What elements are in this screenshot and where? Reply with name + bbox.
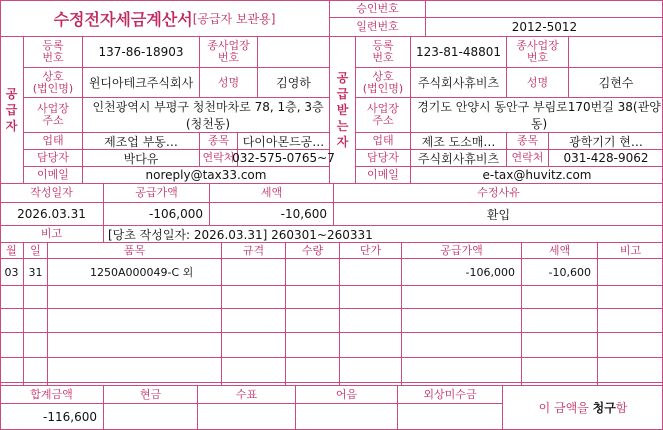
supplier-email-label: 이메일 — [24, 167, 83, 184]
date-label: 작성일자 — [0, 184, 104, 203]
items-header-cell: 단가 — [340, 243, 402, 259]
supplier-item-value: 다이아몬드공… — [238, 133, 330, 150]
items-cell — [48, 309, 222, 333]
totals-credit-value — [398, 404, 503, 430]
items-cell — [222, 309, 286, 333]
items-header-cell: 품목 — [48, 243, 222, 259]
items-cell: -106,000 — [402, 259, 522, 286]
supplier-address-label: 사업장 주소 — [24, 98, 83, 133]
claim-prefix: 이 금액을 — [538, 401, 589, 415]
items-cell — [598, 333, 663, 358]
buyer-ceo-value: 김현수 — [569, 68, 663, 98]
items-cell — [340, 309, 402, 333]
items-cell — [522, 333, 598, 358]
buyer-address-label: 사업장 주소 — [356, 98, 411, 133]
supplier-branch-no-value — [258, 37, 330, 68]
section-char: 받 — [336, 103, 349, 117]
items-cell — [48, 333, 222, 358]
items-cell — [286, 259, 340, 286]
buyer-company-label: 상호 (법인명) — [356, 68, 411, 98]
items-cell — [598, 259, 663, 286]
claim-statement — [503, 386, 663, 430]
supplier-manager-value: 박다유 — [83, 150, 200, 167]
items-cell — [598, 286, 663, 309]
items-cell — [48, 286, 222, 309]
items-cell — [0, 286, 24, 309]
buyer-reg-no-label: 등록 번호 — [356, 37, 411, 68]
items-header-cell: 일 — [24, 243, 48, 259]
buyer-email-value: e-tax@huvitz.com — [411, 167, 663, 184]
supplier-address-value: 인천광역시 부평구 청천마차로 78, 1층, 3층(청천동) — [83, 98, 330, 133]
section-char: 자 — [336, 135, 349, 149]
supply-total-label: 공급가액 — [104, 184, 210, 203]
items-cell — [402, 333, 522, 358]
section-char: 급 — [336, 87, 349, 101]
totals-cash-value — [104, 404, 198, 430]
title-copy-type: [공급자 보관용] — [192, 11, 276, 26]
buyer-branch-no-label: 종사업장 번호 — [507, 37, 569, 68]
supplier-reg-no-value: 137-86-18903 — [83, 37, 200, 68]
supplier-company-value: 윈디아테크주식회사 — [83, 68, 200, 98]
supplier-reg-no-label: 등록 번호 — [24, 37, 83, 68]
items-cell — [402, 286, 522, 309]
totals-total-label: 합계금액 — [0, 386, 104, 404]
buyer-business-value: 제조 도소매… — [411, 133, 507, 150]
items-cell — [402, 309, 522, 333]
totals-total-value: -116,600 — [0, 404, 104, 430]
note-value: [당초 작성일자: 2026.03.31] 260301~260331 — [104, 226, 663, 243]
buyer-contact-value: 031-428-9062 — [549, 150, 663, 167]
items-cell — [24, 333, 48, 358]
section-char: 자 — [5, 119, 18, 133]
buyer-section — [330, 37, 356, 184]
serial-no-label: 일련번호 — [330, 18, 426, 37]
supplier-manager-label: 담당자 — [24, 150, 83, 167]
items-cell — [598, 309, 663, 333]
claim-suffix: 함 — [615, 401, 628, 415]
supplier-contact-value: 032-575-0765~7 — [232, 151, 335, 165]
totals-bill-label: 어음 — [296, 386, 398, 404]
supplier-contact-label: 연락처 — [200, 150, 238, 167]
items-cell — [286, 358, 340, 383]
supplier-email-value: noreply@tax33.com — [83, 167, 330, 184]
items-cell — [24, 309, 48, 333]
invoice-title — [0, 0, 330, 37]
supplier-branch-no-label: 종사업장 번호 — [200, 37, 258, 68]
totals-check-label: 수표 — [198, 386, 296, 404]
items-header-cell: 비고 — [598, 243, 663, 259]
tax-total-label: 세액 — [210, 184, 334, 203]
supplier-business-value: 제조업 부동… — [83, 133, 200, 150]
totals-credit-label: 외상미수금 — [398, 386, 503, 404]
tax-total-value: -10,600 — [210, 203, 334, 226]
totals-cash-label: 현금 — [104, 386, 198, 404]
items-cell — [402, 358, 522, 383]
buyer-address-value: 경기도 안양시 동안구 부림로170번길 38(관양동) — [411, 98, 663, 133]
items-cell — [522, 286, 598, 309]
supplier-ceo-value: 김영하 — [258, 68, 330, 98]
reason-label: 수정사유 — [334, 184, 663, 203]
buyer-email-label: 이메일 — [356, 167, 411, 184]
note-label: 비고 — [0, 226, 104, 243]
supplier-company-label: 상호 (법인명) — [24, 68, 83, 98]
items-header-cell: 규격 — [222, 243, 286, 259]
items-cell — [286, 333, 340, 358]
section-char: 급 — [5, 103, 18, 117]
items-header-cell: 월 — [0, 243, 24, 259]
items-cell — [222, 333, 286, 358]
buyer-manager-label: 담당자 — [356, 150, 411, 167]
items-cell — [222, 259, 286, 286]
items-cell — [24, 358, 48, 383]
supplier-ceo-label: 성명 — [200, 68, 258, 98]
items-cell — [24, 286, 48, 309]
items-cell — [522, 309, 598, 333]
items-header-cell: 수량 — [286, 243, 340, 259]
claim-word: 청구 — [592, 401, 616, 415]
approval-no-value — [426, 0, 663, 18]
date-value: 2026.03.31 — [0, 203, 104, 226]
buyer-branch-no-value — [569, 37, 663, 68]
approval-no-label: 승인번호 — [330, 0, 426, 18]
reason-value: 환입 — [334, 203, 663, 226]
buyer-item-value: 광학기기 현… — [549, 133, 663, 150]
buyer-item-label: 종목 — [507, 133, 549, 150]
items-cell — [222, 358, 286, 383]
totals-bill-value — [296, 404, 398, 430]
section-char: 공 — [336, 71, 349, 85]
section-char: 는 — [336, 119, 349, 133]
items-cell — [0, 358, 24, 383]
items-cell — [0, 309, 24, 333]
items-cell — [340, 286, 402, 309]
serial-no-value: 2012-5012 — [426, 18, 663, 37]
title-text: 수정전자세금계산서 — [53, 9, 193, 29]
items-cell: 1250A000049-C 외 — [48, 259, 222, 286]
buyer-business-label: 업태 — [356, 133, 411, 150]
totals-check-value — [198, 404, 296, 430]
buyer-manager-value: 주식회사휴비츠 — [411, 150, 507, 167]
items-cell — [286, 286, 340, 309]
items-cell: -10,600 — [522, 259, 598, 286]
supplier-section — [0, 37, 24, 184]
items-cell — [286, 309, 340, 333]
items-cell: 03 — [0, 259, 24, 286]
items-cell — [340, 333, 402, 358]
items-header-cell: 공급가액 — [402, 243, 522, 259]
items-cell: 31 — [24, 259, 48, 286]
items-cell — [340, 358, 402, 383]
supply-total-value: -106,000 — [104, 203, 210, 226]
items-cell — [48, 358, 222, 383]
items-cell — [0, 333, 24, 358]
buyer-reg-no-value: 123-81-48801 — [411, 37, 507, 68]
items-cell — [222, 286, 286, 309]
items-header-cell: 세액 — [522, 243, 598, 259]
items-cell — [522, 358, 598, 383]
buyer-contact-label: 연락처 — [507, 150, 549, 167]
supplier-item-label: 종목 — [200, 133, 238, 150]
buyer-company-value: 주식회사휴비츠 — [411, 68, 507, 98]
section-char: 공 — [5, 87, 18, 101]
items-cell — [598, 358, 663, 383]
buyer-ceo-label: 성명 — [507, 68, 569, 98]
items-cell — [340, 259, 402, 286]
supplier-business-label: 업태 — [24, 133, 83, 150]
